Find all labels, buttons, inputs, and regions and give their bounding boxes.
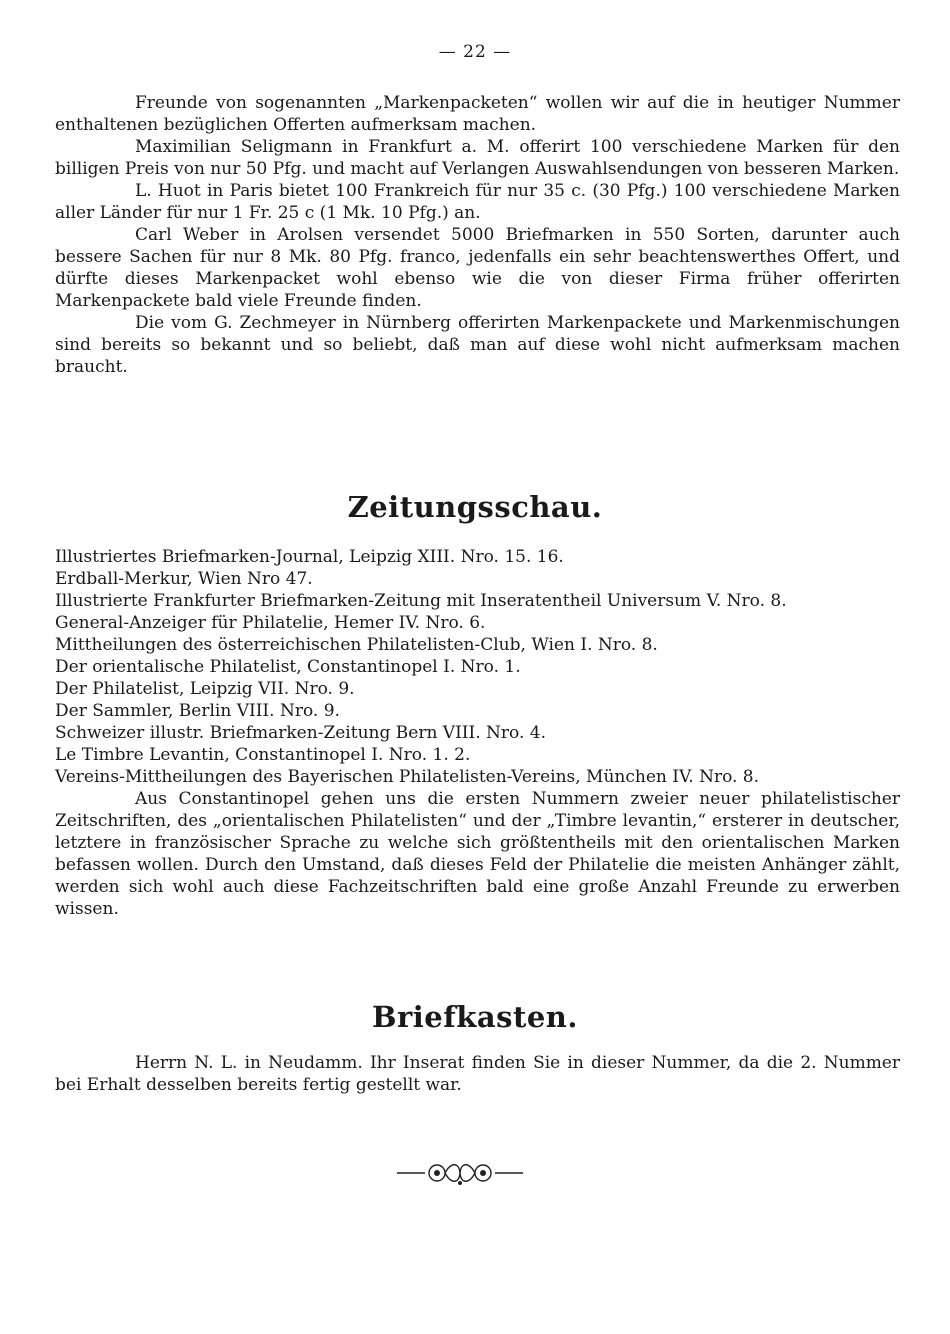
list-item: Erdball-Merkur, Wien Nro 47. (55, 569, 313, 589)
intro-paragraph-3: L. Huot in Paris bietet 100 Frankreich für nur 35 c. (30 Pfg.) 100 verschiedene Marken aller Länder für nur 1 Fr. 25 c (1 Mk. 10 Pfg.) an. (55, 181, 900, 223)
intro-paragraph-5: Die vom G. Zechmeyer in Nürnberg offerirten Markenpackete und Markenmischungen sind bereits so bekannt und so beliebt, daß man auf diese wohl nicht aufmerksam machen braucht. (55, 313, 900, 377)
briefkasten-section (55, 1052, 900, 1096)
zeitungsschau-heading: Zeitungsschau. (347, 490, 603, 524)
briefkasten-heading: Briefkasten. (372, 1000, 578, 1034)
briefkasten-paragraph: Herrn N. L. in Neudamm. Ihr Inserat finden Sie in dieser Nummer, da die 2. Nummer bei Erhalt desselben bereits fertig gestellt war. (55, 1053, 900, 1095)
list-item: Le Timbre Levantin, Constantinopel I. Nro. 1. 2. (55, 745, 471, 765)
intro-paragraph-2: Maximilian Seligmann in Frankfurt a. M. offerirt 100 verschiedene Marken für den billigen Preis von nur 50 Pfg. und macht auf Verlangen Auswahlsendungen von besseren Marken. (55, 137, 900, 179)
list-item: Der Philatelist, Leipzig VII. Nro. 9. (55, 679, 355, 699)
list-item: Schweizer illustr. Briefmarken-Zeitung Bern VIII. Nro. 4. (55, 723, 546, 743)
list-item: Mittheilungen des österreichischen Philatelisten-Club, Wien I. Nro. 8. (55, 635, 658, 655)
page-number: — 22 — (438, 42, 512, 62)
list-item: Vereins-Mittheilungen des Bayerischen Philatelisten-Vereins, München IV. Nro. 8. (55, 767, 760, 787)
list-item: Illustriertes Briefmarken-Journal, Leipzig XIII. Nro. 15. 16. (55, 547, 564, 567)
list-item: Der orientalische Philatelist, Constantinopel I. Nro. 1. (55, 657, 521, 677)
list-item: Illustrierte Frankfurter Briefmarken-Zeitung mit Inseratentheil Universum V. Nro. 8. (55, 591, 787, 611)
zeitungsschau-paragraph: Aus Constantinopel gehen uns die ersten Nummern zweier neuer philatelistischer Zeitschriften, des „orientalischen Philatelisten“ und der „Timbre levantin,“ ersterer in deutscher, letztere in französischer Sprache zu welche sich größtentheils mit den orientalischen Marken befassen wollen. Durch den Umstand, daß dieses Feld der Philatelie die meisten Anhänger zählt, werden sich wohl auch diese Fachzeitschriften bald eine große Anzahl Freunde zu erwerben wissen. (55, 789, 900, 919)
intro-paragraph-4: Carl Weber in Arolsen versendet 5000 Briefmarken in 550 Sorten, darunter auch bessere Sachen für nur 8 Mk. 80 Pfg. franco, jedenfalls ein sehr beachtenswerthes Offert, und dürfte dieses Markenpacket wohl ebenso wie die von dieser Firma früher offerirten Markenpackete bald viele Freunde finden. (55, 225, 900, 311)
intro-section (55, 92, 900, 378)
decorative-flourish-icon (395, 1158, 525, 1188)
list-item: General-Anzeiger für Philatelie, Hemer IV. Nro. 6. (55, 613, 486, 633)
list-item: Der Sammler, Berlin VIII. Nro. 9. (55, 701, 340, 721)
zeitungsschau-list (55, 546, 900, 920)
intro-paragraph-1: Freunde von sogenannten „Markenpacketen“ wollen wir auf die in heutiger Nummer enthaltenen bezüglichen Offerten aufmerksam machen. (55, 93, 900, 135)
